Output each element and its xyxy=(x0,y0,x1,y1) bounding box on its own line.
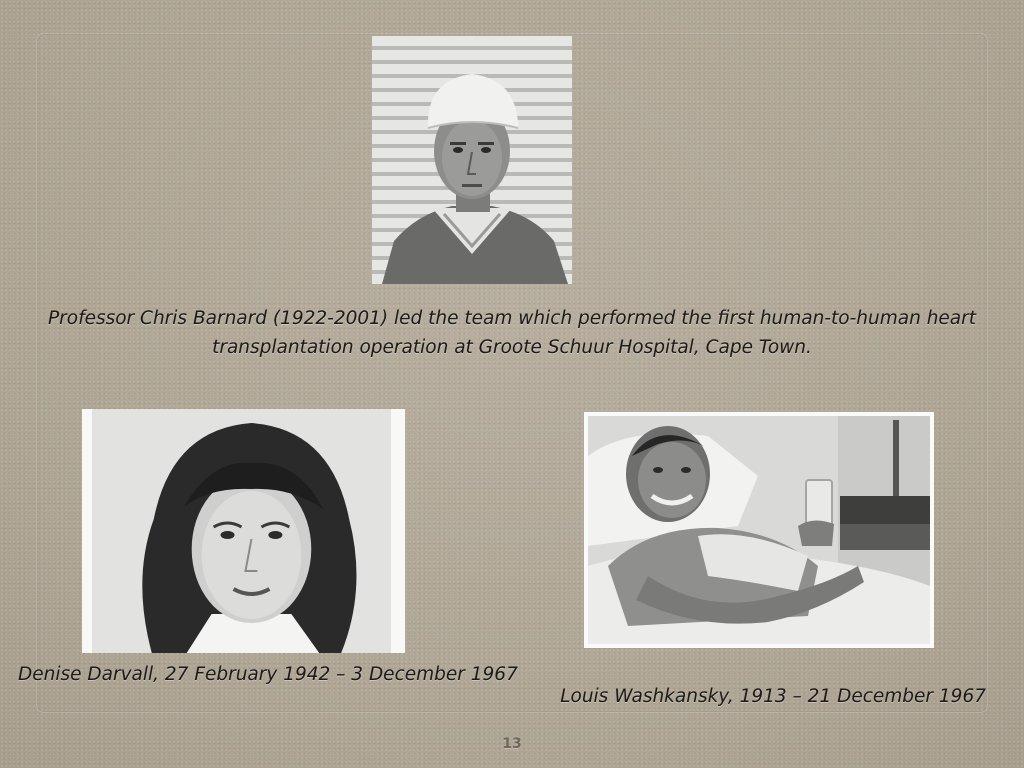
washkansky-caption: Louis Washkansky, 1913 – 21 December 1967 xyxy=(560,686,986,707)
darvall-portrait-image xyxy=(92,409,391,653)
barnard-portrait-image xyxy=(372,36,572,284)
barnard-caption: Professor Chris Barnard (1922-2001) led the team which performed the first human-to-human heart transplantation operation at Groote Schuur Hospital, Cape Town. xyxy=(47,308,977,358)
slide-number: 13 xyxy=(502,736,522,752)
darvall-caption: Denise Darvall, 27 February 1942 – 3 December 1967 xyxy=(18,664,518,685)
darvall-portrait-photo xyxy=(82,409,405,653)
washkansky-hospital-photo xyxy=(584,412,934,648)
washkansky-hospital-image xyxy=(588,416,930,644)
barnard-portrait-photo xyxy=(372,36,572,284)
